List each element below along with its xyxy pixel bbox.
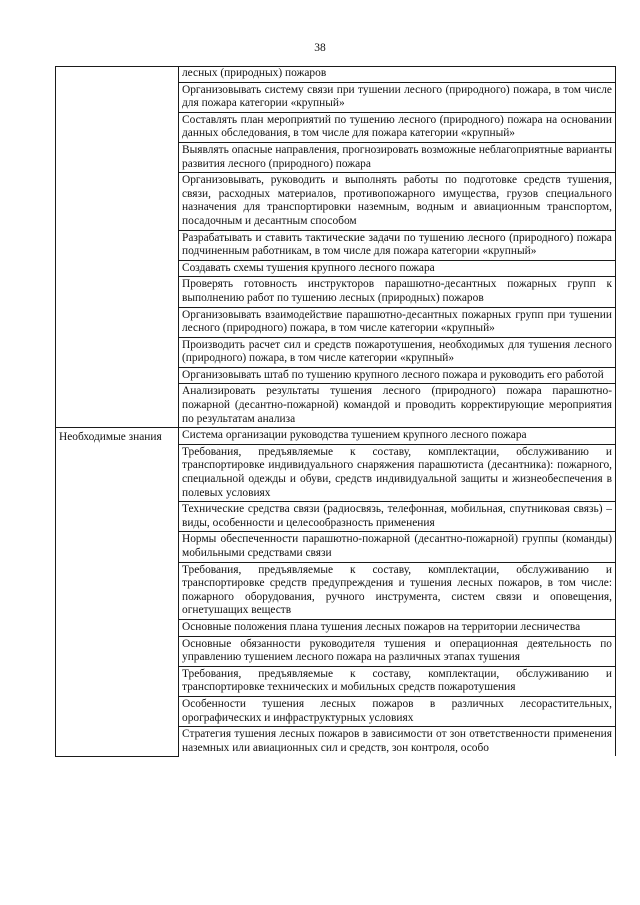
requirement-text: Составлять план мероприятий по тушению лесного (природного) пожара на основании данных обследования, в том числе для пожара категории «крупный» <box>179 112 616 142</box>
requirement-text: Проверять готовность инструкторов парашютно-десантных пожарных групп к выполнению работ по тушению лесных (природных) пожаров <box>179 277 616 307</box>
page-number: 38 <box>314 42 326 54</box>
requirement-text: Технические средства связи (радиосвязь, телефонная, мобильная, спутниковая связь) – виды, особенности и целесообразность применения <box>179 502 616 532</box>
section-label <box>59 68 175 69</box>
requirement-text: Создавать схемы тушения крупного лесного пожара <box>179 260 616 277</box>
requirement-text: Организовывать взаимодействие парашютно-десантных пожарных групп при тушении лесного (природного) пожара, в том числе категории «крупный» <box>179 307 616 337</box>
requirement-text: Организовывать, руководить и выполнять работы по подготовке средств тушения, связи, расходных материалов, противопожарного имущества, грузов специального назначения для транспортировки наземным, водным и авиационным транспортом, посадочным и десантным способом <box>179 173 616 230</box>
requirement-text: Основные положения плана тушения лесных пожаров на территории лесничества <box>179 619 616 636</box>
requirement-text: лесных (природных) пожаров <box>179 67 616 83</box>
requirement-text: Выявлять опасные направления, прогнозировать возможные неблагоприятные варианты развития лесного (природного) пожара <box>179 142 616 172</box>
requirement-text: Нормы обеспеченности парашютно-пожарной (десантно-пожарной) группы (команды) мобильными средствами связи <box>179 532 616 562</box>
section-label: Необходимые знания <box>59 431 162 444</box>
requirement-text: Разрабатывать и ставить тактические задачи по тушению лесного (природного) пожара подчиненным работникам, в том числе для пожара категории «крупный» <box>179 230 616 260</box>
requirement-text: Анализировать результаты тушения лесного (природного) пожара парашютно-пожарной (десантно-пожарной) командой и проводить корректирующие мероприятия по результатам анализа <box>179 384 616 428</box>
requirement-text: Особенности тушения лесных пожаров в различных лесорастительных, орографических и инфраструктурных условиях <box>179 696 616 726</box>
requirement-text: Система организации руководства тушением крупного лесного пожара <box>179 428 616 445</box>
requirement-text: Требования, предъявляемые к составу, комплектации, обслуживанию и транспортировке средств предупреждения и тушения лесных пожаров, в том числе: пожарного оборудования, ручного инструмента, систем связи и оповещения, огнетушащих веществ <box>179 562 616 619</box>
section-label-cell <box>56 428 179 757</box>
requirement-text: Производить расчет сил и средств пожаротушения, необходимых для тушения лесного (природного) пожара, в том числе категории «крупный» <box>179 337 616 367</box>
requirement-text: Требования, предъявляемые к составу, комплектации, обслуживанию и транспортировке индивидуального снаряжения парашютиста (десантника): пожарного, специальной одежды и обуви, средств индивидуальной защиты и жизнеобеспечения в полевых условиях <box>179 444 616 501</box>
requirement-text: Основные обязанности руководителя тушения и операционная деятельность по управлению тушением лесного пожара на различных этапах тушения <box>179 636 616 666</box>
table-row <box>56 67 616 83</box>
requirement-text: Требования, предъявляемые к составу, комплектации, обслуживанию и транспортировке технических и мобильных средств пожаротушения <box>179 666 616 696</box>
requirement-text: Стратегия тушения лесных пожаров в зависимости от зон ответственности применения наземных или авиационных сил и средств, зон контроля, особо <box>179 727 616 757</box>
competency-table <box>55 66 616 757</box>
requirement-text: Организовывать штаб по тушению крупного лесного пожара и руководить его работой <box>179 367 616 384</box>
competency-table-body <box>56 67 616 757</box>
requirement-text: Организовывать систему связи при тушении лесного (природного) пожара, в том числе для пожара категории «крупный» <box>179 82 616 112</box>
section-label-cell <box>56 67 179 428</box>
table-row <box>56 428 616 445</box>
